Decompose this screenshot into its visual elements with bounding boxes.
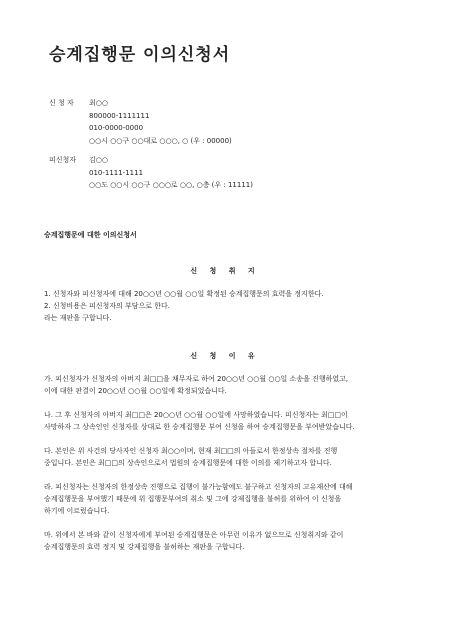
applicant-address: ○○시 ○○구 ○○대로 ○○○, ○ (우 : 00000)	[89, 136, 232, 145]
reason-line: 사망하자 그 상속인인 신청자를 상대로 한 승계집행문 부여 신청을 하여 승계집행문을 부여받았습니다.	[44, 423, 355, 431]
reason-paragraph-ma	[44, 529, 416, 553]
applicant-phone: 010-0000-0000	[89, 124, 144, 132]
respondent-name: 김○○	[89, 156, 108, 164]
purpose-line: 1. 신청자와 피신청자에 대해 20○○년 ○○월 ○○일 확정된 승계집행문의 효력을 정지한다.	[44, 290, 324, 298]
reason-line: 승계집행문의 효력 정지 및 강제집행을 불허하는 재판을 구합니다.	[44, 543, 245, 551]
reason-paragraph-da	[44, 445, 416, 469]
document-heading: 승계집행문에 대한 이의신청서	[44, 231, 137, 239]
applicant-id-number: 800000-1111111	[89, 111, 150, 120]
applicant-name: 최○○	[89, 99, 108, 107]
reason-line: 이에 대한 판결이 20○○년 ○○월 ○○일에 확정되었습니다.	[44, 387, 227, 395]
applicant-label: 신 청 자	[49, 99, 74, 107]
reason-line: 나. 그 후 신청자의 아버지 최□□은 20○○년 ○○월 ○○일에 사망하였습니다. 피신청자는 최□□이	[44, 411, 348, 419]
reason-line: 가. 피신청자가 신청자의 아버지 최□□을 채무자로 하여 20○○년 ○○월 ○○일 소송을 진행하였고,	[44, 375, 349, 383]
purpose-line: 라는 재판을 구합니다.	[44, 314, 112, 322]
reason-paragraph-ra	[44, 481, 416, 517]
reason-line: 마. 위에서 본 바와 같이 신청자에게 부여된 승계집행문은 아무런 이유가 없으므로 신청취지와 같이	[44, 531, 344, 539]
reason-line: 하기에 이르렀습니다.	[44, 507, 110, 515]
respondent-address: ○○도 ○○시 ○○구 ○○○로 ○○, ○층 (우 : 11111)	[89, 181, 253, 189]
reasons-section-title: 신 청 이 유	[190, 352, 260, 360]
purpose-text	[44, 288, 416, 324]
reason-line: 중입니다. 본인은 최□□의 상속인으로서 법원의 승계집행문에 대한 이의를 제기하고자 합니다.	[44, 459, 332, 467]
reason-paragraph-na	[44, 409, 416, 433]
purpose-section-title: 신 청 취 지	[190, 267, 260, 275]
purpose-line: 2. 신청비용은 피신청자의 부담으로 한다.	[44, 302, 170, 310]
document-title: 승계집행문 이의신청서	[49, 45, 231, 65]
reason-line: 다. 본인은 위 사건의 당사자인 신청자 최○○이며, 현재 최□□의 아들로서 한정상속 절차를 진행	[44, 447, 338, 455]
reason-line: 라. 피신청자는 신청자의 한정상속 진행으로 집행이 불가능함에도 불구하고 신청자의 고유재산에 대해	[44, 483, 353, 491]
reason-line: 승계집행문을 부여했기 때문에 위 집행문부여의 취소 및 그에 강제집행을 불허를 위하여 이 신청을	[44, 495, 342, 503]
respondent-phone: 010-1111-1111	[89, 168, 144, 177]
reason-paragraph-ga	[44, 373, 416, 397]
respondent-label: 피신청자	[49, 156, 77, 164]
